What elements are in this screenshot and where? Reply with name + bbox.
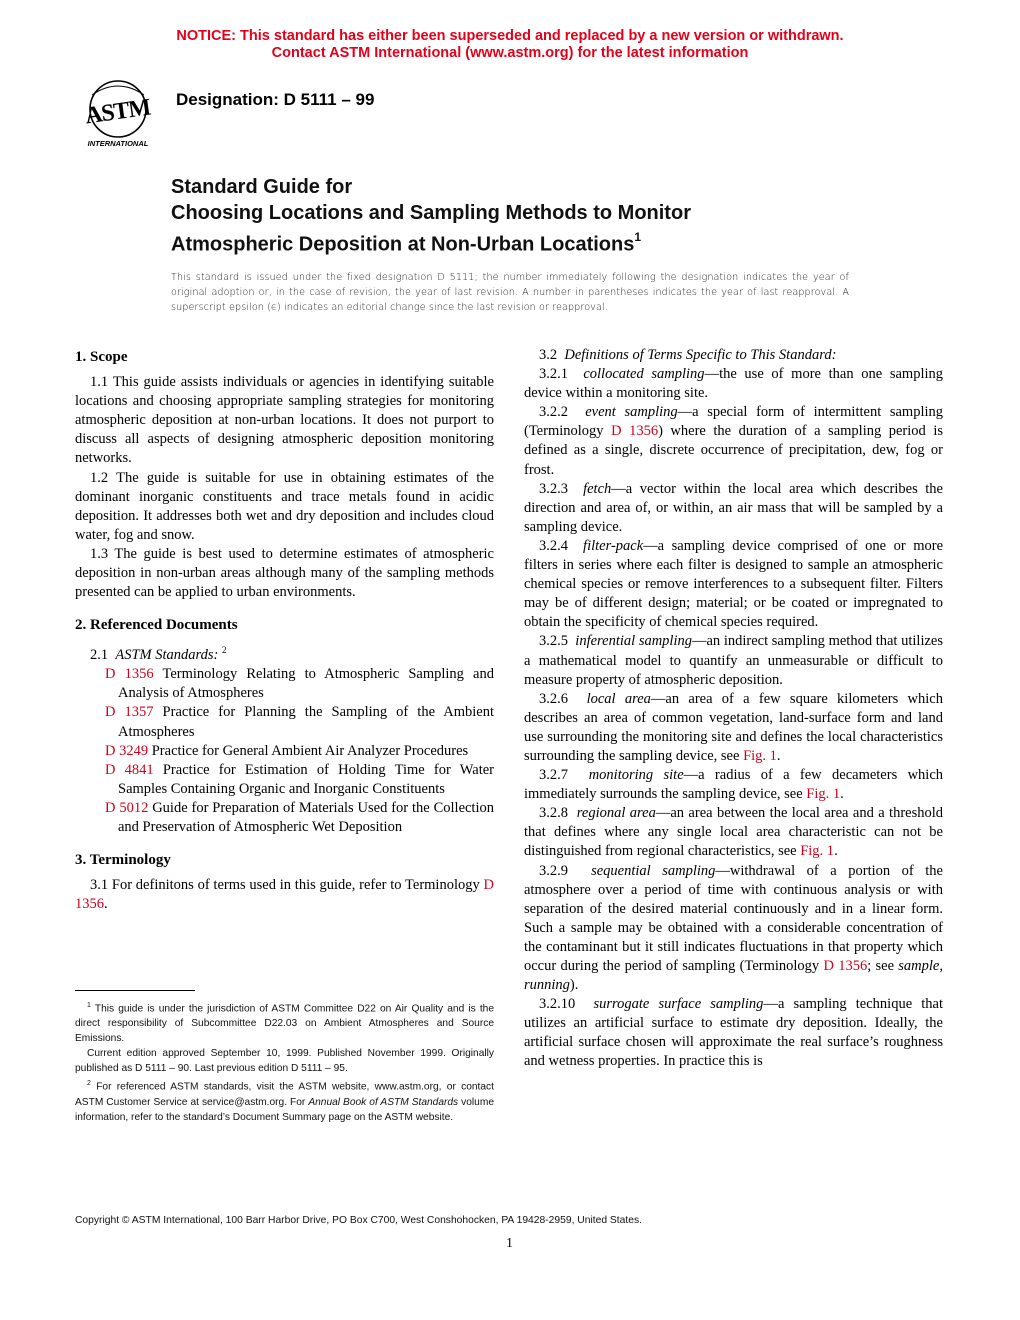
reference-item: D 4841 Practice for Estimation of Holding Time for Water Samples Containing Organic and Inorganic Constituents [105, 761, 494, 797]
paragraph-1-3: 1.3 The guide is best used to determine estimates of atmospheric deposition in non-urban areas although many of the sampling methods presented can be applied to urban environments. [75, 545, 494, 601]
paragraph-3-1: 3.1 For definitons of terms used in this guide, refer to Terminology D 1356. [75, 877, 494, 913]
title-line-1: Standard Guide for [171, 176, 353, 198]
withdrawal-notice [0, 28, 1020, 62]
document-title [171, 174, 691, 258]
footnote-1-edition: Current edition approved September 10, 1999. Published November 1999. Originally published as D 5111 – 90. Last previous edition D 5111 – 95. [75, 1048, 494, 1075]
definition-3-2-4: 3.2.4 filter-pack—a sampling device comprised of one or more filters in series where each filter is designed to sample an atmospheric chemical species or remove interferences to a subsequent filter. Filters may be of different design; material; or be coated or impregnated to obtain the specificity of chemical species required. [524, 537, 943, 631]
section-scope-heading: 1. Scope [75, 349, 128, 365]
footnote-1: $^1$ This guide is under the jurisdiction of ASTM Committee D22 on Air Quality and is the direct responsibility of Subcommittee D22.03 on Ambient Atmospheres and Source Emissions. [75, 1002, 494, 1045]
footnotes [75, 998, 494, 1125]
definition-3-2-1: 3.2.1 collocated sampling—the use of more than one sampling device within a monitoring site. [524, 366, 943, 402]
right-column [524, 346, 943, 1072]
title-line-2: Choosing Locations and Sampling Methods to Monitor [171, 202, 691, 224]
logo-caption: INTERNATIONAL [87, 139, 149, 148]
reference-item: D 1357 Practice for Planning the Sampling of the Ambient Atmospheres [105, 704, 494, 740]
definition-3-2-7: 3.2.7 monitoring site—a radius of a few decameters which immediately surrounds the sampling device, see Fig. 1. [524, 767, 943, 803]
designation: Designation: D 5111 – 99 [176, 90, 375, 109]
logo-letters: ASTM [83, 94, 152, 130]
page-number: 1 [506, 1236, 513, 1251]
paragraph-1-1: 1.1 This guide assists individuals or agencies in identifying suitable locations and choosing appropriate sampling strategies for monitoring atmospheric deposition at non-urban locations. It does not purport to discuss all aspects of designing atmospheric deposition monitoring networks. [75, 374, 494, 467]
definition-3-2-8: 3.2.8 regional area—an area between the local area and a threshold that defines where any single local area characteristic can not be distinguished from regional characteristics, see Fig. 1. [524, 805, 944, 860]
ref-link-fig1-regional[interactable]: Fig. 1 [800, 843, 835, 860]
ref-link-d3249[interactable]: D 3249 [105, 742, 149, 759]
ref-link-d1357[interactable]: D 1357 [105, 704, 154, 721]
reference-item: D 3249 Practice for General Ambient Air Analyzer Procedures [105, 742, 469, 759]
paragraph-1-2: 1.2 The guide is suitable for use in obtaining estimates of the dominant inorganic constituents and trace metals found in acidic deposition. It addresses both wet and dry deposition and includes cloud water, fog and snow. [75, 469, 494, 543]
footnote-divider [75, 990, 195, 991]
definition-3-2-6: 3.2.6 local area—an area of a few square kilometers which describes an area of common vegetation, land-surface form and land use surrounding the monitoring site and defines the local characteristics surrounding the sampling device, see Fig. 1. [524, 690, 943, 764]
ref-link-d4841[interactable]: D 4841 [105, 761, 154, 778]
definition-3-2-10: 3.2.10 surrogate surface sampling—a sampling technique that utilizes an artificial surface to estimate dry deposition. Ideally, the artificial surface chosen will approximate the real surface’s roughness and wetness properties. In practice this is [524, 996, 943, 1070]
ref-link-fig1-monitoring[interactable]: Fig. 1 [806, 786, 841, 803]
copyright-line: Copyright © ASTM International, 100 Barr Harbor Drive, PO Box C700, West Conshohocken, PA 19428-2959, United States. [75, 1215, 642, 1226]
footnote-2: $^2$ For referenced ASTM standards, visit the ASTM website, www.astm.org, or contact ASTM Customer Service at service@astm.org. For Annual Book of ASTM Standards volume information, refer to the standard’s Document Summary page on the ASTM website. [75, 1080, 495, 1123]
title-line-3: Atmospheric Deposition at Non-Urban Locations$^1$ [171, 230, 642, 256]
notice-line-2: Contact ASTM International (www.astm.org) for the latest information [271, 45, 749, 61]
definitions-subheading: 3.2 Definitions of Terms Specific to This Standard: [539, 347, 837, 363]
section-terminology-heading: 3. Terminology [75, 852, 171, 869]
astm-logo [74, 75, 162, 150]
notice-line-1: NOTICE: This standard has either been superseded and replaced by a new version or withdrawn. [176, 28, 844, 44]
ref-link-fig1-local[interactable]: Fig. 1 [743, 747, 777, 764]
astm-standards-subheading: 2.1 ASTM Standards: $^2$ [90, 645, 227, 664]
left-column [75, 346, 494, 914]
ref-link-d5012[interactable]: D 5012 [105, 799, 149, 816]
ref-link-d1356-event[interactable]: D 1356 [611, 423, 659, 440]
preamble: This standard is issued under the fixed designation D 5111; the number immediately following the designation indicates the year of original adoption or, in the case of revision, the year of last revision. A number in parentheses indicates the year of last reapproval. A superscript epsilon (ϵ) indicates an editorial change since the last revision or reapproval. [171, 272, 849, 314]
definition-3-2-5: 3.2.5 inferential sampling—an indirect sampling method that utilizes a mathematical model to quantify an unmeasurable or difficult to measure property of atmospheric deposition. [524, 633, 943, 688]
ref-link-d1356[interactable]: D 1356 [105, 666, 154, 683]
section-referenced-heading: 2. Referenced Documents [75, 617, 238, 634]
ref-link-d1356-terminology[interactable]: D 1356 [75, 877, 494, 913]
ref-link-d1356-sequential[interactable]: D 1356 [823, 958, 868, 974]
reference-item: D 1356 Terminology Relating to Atmospheric Sampling and Analysis of Atmospheres [105, 666, 494, 702]
reference-item: D 5012 Guide for Preparation of Materials Used for the Collection and Preservation of Atmospheric Wet Deposition [105, 799, 494, 835]
definition-3-2-2: 3.2.2 event sampling—a special form of intermittent sampling (Terminology D 1356) where the duration of a sampling period is defined as a single, discrete occurrence of precipitation, dew, fog or frost. [524, 404, 944, 478]
definition-3-2-3: 3.2.3 fetch—a vector within the local area which describes the direction and area of, or within, an air mass that will be sampled by a sampling device. [524, 480, 943, 535]
definition-3-2-9: 3.2.9 sequential sampling—withdrawal of a portion of the atmosphere over a period of time with continuous analysis or with separation of the desired material continuously and in a linear form. Such a sample may be obtained with a considerable concentration of the contaminant but it still indicates fluctuations in that property which occur during the period of sampling (Terminology D 1356; see sample, running). [524, 862, 943, 994]
